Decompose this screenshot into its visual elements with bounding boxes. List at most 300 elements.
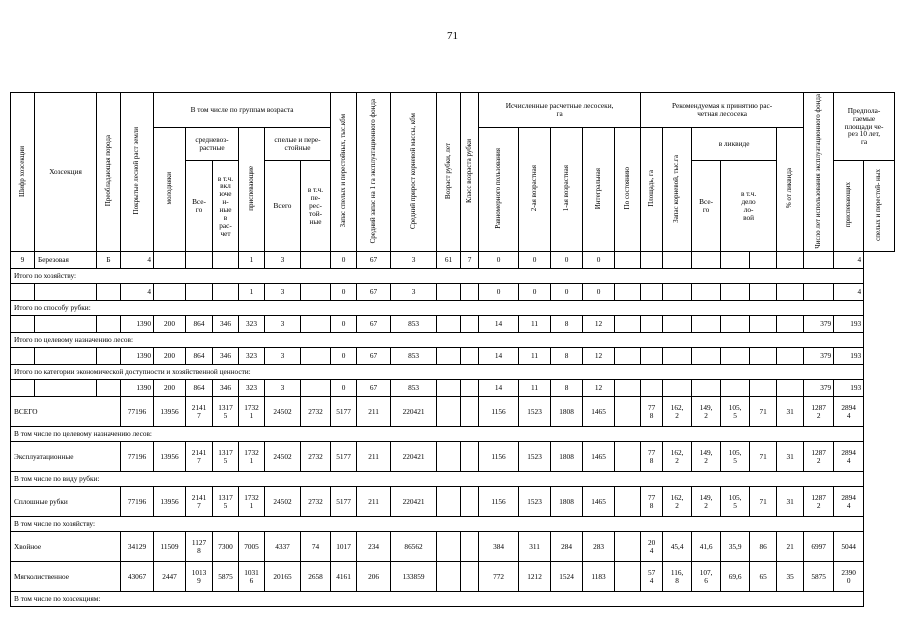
table-cell: 4161	[331, 562, 357, 592]
table-cell: 5177	[331, 487, 357, 517]
table-cell: 13956	[154, 397, 186, 427]
table-cell: 67	[357, 380, 391, 397]
table-cell	[777, 284, 804, 301]
table-cell: 1156	[479, 397, 519, 427]
table-cell	[615, 316, 641, 333]
table-cell: 0	[331, 316, 357, 333]
table-cell	[461, 562, 479, 592]
table-cell: 1732 1	[239, 442, 265, 472]
table-cell: 1013 9	[186, 562, 213, 592]
table-cell	[11, 380, 35, 397]
col-ravnom: Равномерного пользования	[479, 128, 519, 252]
table-cell: 11	[519, 380, 551, 397]
table-cell: 11	[519, 316, 551, 333]
table-cell	[750, 316, 777, 333]
table-cell: 864	[186, 316, 213, 333]
table-cell: 105, 5	[721, 487, 750, 517]
table-cell	[663, 284, 692, 301]
table-cell: 133859	[391, 562, 437, 592]
table-cell	[35, 348, 97, 365]
table-row	[11, 487, 895, 517]
table-cell	[721, 252, 750, 269]
col-pct-likvida: % от ликвида	[777, 128, 804, 252]
table-cell	[97, 284, 121, 301]
table-cell: 7	[461, 252, 479, 269]
table-cell: 1127 8	[186, 532, 213, 562]
col-prispev: приспевающие	[239, 128, 265, 252]
table-cell	[35, 380, 97, 397]
table-cell	[97, 316, 121, 333]
table-cell	[301, 284, 331, 301]
col-pereston: в т.ч. пе- рес- той- ные	[301, 161, 331, 252]
table-cell	[11, 348, 35, 365]
table-cell: 24502	[265, 442, 301, 472]
table-cell: 853	[391, 380, 437, 397]
col-shifr: Шифр хозсекции	[11, 93, 35, 252]
col-vozrast: Возраст рубки, лет	[437, 93, 461, 252]
table-cell	[663, 252, 692, 269]
table-cell: 71	[750, 397, 777, 427]
table-cell	[213, 252, 239, 269]
table-cell: 193	[834, 316, 864, 333]
table-cell: 0	[331, 252, 357, 269]
table-cell	[615, 487, 641, 517]
table-cell: 21	[777, 532, 804, 562]
table-cell: 220421	[391, 397, 437, 427]
table-cell: 162, 2	[663, 397, 692, 427]
table-cell: 9	[11, 252, 35, 269]
table-row	[11, 252, 895, 269]
table-cell	[615, 532, 641, 562]
table-cell	[692, 348, 721, 365]
section-label: Итого по хозяйству:	[11, 269, 864, 284]
table-cell: 1017	[331, 532, 357, 562]
table-cell: 3	[391, 252, 437, 269]
row-label: Хвойное	[11, 532, 121, 562]
table-cell	[154, 284, 186, 301]
table-cell	[97, 380, 121, 397]
table-cell: 0	[331, 380, 357, 397]
table-cell: 116, 8	[663, 562, 692, 592]
section-row	[11, 333, 895, 348]
table-cell: 2732	[301, 397, 331, 427]
table-cell: 77196	[121, 397, 154, 427]
table-cell: 1317 5	[213, 442, 239, 472]
table-cell: 2447	[154, 562, 186, 592]
forest-table	[10, 92, 895, 607]
table-cell: 5875	[804, 562, 834, 592]
table-cell: 200	[154, 348, 186, 365]
table-row	[11, 348, 895, 365]
table-cell	[804, 252, 834, 269]
group-ischisl: Исчисленные расчетные лесосеки, га	[479, 93, 641, 128]
table-cell	[692, 252, 721, 269]
table-cell: 2894 4	[834, 442, 864, 472]
table-cell	[11, 316, 35, 333]
col-vsego-sv: Все- го	[186, 161, 213, 252]
table-cell: 77196	[121, 487, 154, 517]
section-label: Итого по целевому назначению лесов:	[11, 333, 864, 348]
col-hozsekciya: Хозсекция	[35, 93, 97, 252]
table-cell: 8	[551, 316, 583, 333]
table-cell: 1390	[121, 380, 154, 397]
section-label: В том числе по виду рубки:	[11, 472, 864, 487]
row-label: Эксплуатационные	[11, 442, 121, 472]
table-cell: 4337	[265, 532, 301, 562]
table-cell	[615, 562, 641, 592]
section-label: Итого по категории экономической доступности и хозяйственной ценности:	[11, 365, 864, 380]
table-cell	[692, 380, 721, 397]
section-label: В том числе по целевому назначению лесов:	[11, 427, 864, 442]
table-cell: 105, 5	[721, 442, 750, 472]
table-cell: 67	[357, 348, 391, 365]
table-cell	[615, 380, 641, 397]
table-cell	[692, 284, 721, 301]
table-cell	[35, 284, 97, 301]
table-cell	[461, 442, 479, 472]
table-cell: Березовая	[35, 252, 97, 269]
table-cell	[301, 348, 331, 365]
table-cell	[615, 348, 641, 365]
table-cell: 7300	[213, 532, 239, 562]
table-row	[11, 284, 895, 301]
table-cell: 71	[750, 487, 777, 517]
table-cell: 200	[154, 380, 186, 397]
table-cell: 4	[834, 252, 864, 269]
table-cell: 20165	[265, 562, 301, 592]
table-cell: 77 8	[641, 442, 663, 472]
table-cell: 67	[357, 252, 391, 269]
table-cell: 5044	[834, 532, 864, 562]
table-cell: 3	[391, 284, 437, 301]
col-sredniy-zapas: Средний запас на 1 га эксплуатационного фонда	[357, 93, 391, 252]
table-cell: 2894 4	[834, 397, 864, 427]
col-perv-vozr: 1-ая возрастная	[551, 128, 583, 252]
table-cell: 77 8	[641, 397, 663, 427]
table-cell: 86	[750, 532, 777, 562]
table-cell: 8	[551, 380, 583, 397]
table-cell	[11, 284, 35, 301]
table-cell	[777, 252, 804, 269]
table-cell: 1031 6	[239, 562, 265, 592]
table-cell: 0	[551, 284, 583, 301]
table-cell: 14	[479, 316, 519, 333]
group-predpol: Предпола- гаемые площади че- рез 10 лет, га	[834, 93, 895, 161]
table-cell: 2141 7	[186, 442, 213, 472]
table-cell	[721, 316, 750, 333]
table-cell	[750, 380, 777, 397]
section-row	[11, 269, 895, 284]
table-cell: 283	[583, 532, 615, 562]
col-ploshad: Площадь, га	[641, 128, 663, 252]
table-cell: 24502	[265, 487, 301, 517]
col-vtor-vozr: 2-ая возрастная	[519, 128, 551, 252]
table-cell: 200	[154, 316, 186, 333]
table-cell	[461, 380, 479, 397]
table-cell	[301, 380, 331, 397]
table-cell: 1390	[121, 316, 154, 333]
table-cell: 13956	[154, 442, 186, 472]
table-cell: 1732 1	[239, 487, 265, 517]
table-cell: 67	[357, 316, 391, 333]
col-klass: Класс возраста рубки	[461, 93, 479, 252]
table-cell: 864	[186, 348, 213, 365]
table-cell	[663, 380, 692, 397]
table-cell: 71	[750, 442, 777, 472]
table-cell: 0	[331, 284, 357, 301]
table-cell	[641, 348, 663, 365]
table-cell: 0	[583, 284, 615, 301]
table-row	[11, 397, 895, 427]
table-cell: 1156	[479, 442, 519, 472]
table-cell	[213, 284, 239, 301]
table-cell: 0	[479, 252, 519, 269]
table-cell: 162, 2	[663, 487, 692, 517]
col-spel-10: спелых и перестой- ных	[864, 161, 895, 252]
table-cell: 1287 2	[804, 487, 834, 517]
table-cell: 323	[239, 316, 265, 333]
table-cell	[777, 348, 804, 365]
table-cell: 3	[265, 380, 301, 397]
table-cell: 193	[834, 380, 864, 397]
table-cell: 211	[357, 487, 391, 517]
table-cell	[750, 284, 777, 301]
table-cell	[641, 284, 663, 301]
table-cell	[437, 562, 461, 592]
table-cell: 105, 5	[721, 397, 750, 427]
table-row	[11, 380, 895, 397]
table-cell: 346	[213, 348, 239, 365]
group-srednevoz: средневоз- растные	[186, 128, 239, 161]
table-cell: 2658	[301, 562, 331, 592]
table-cell: 2894 4	[834, 487, 864, 517]
table-cell	[97, 348, 121, 365]
table-cell	[437, 380, 461, 397]
table-cell: 772	[479, 562, 519, 592]
table-cell: 379	[804, 380, 834, 397]
table-cell: 12	[583, 380, 615, 397]
col-vkl-rasch: в т.ч. вкл юче н- ные в рас- чет	[213, 161, 239, 252]
section-label: В том числе по хозсекциям:	[11, 592, 864, 607]
table-cell: 0	[519, 284, 551, 301]
group-spelye: спелые и пере- стойные	[265, 128, 331, 161]
table-cell: 1808	[551, 487, 583, 517]
table-cell: 86562	[391, 532, 437, 562]
table-cell: 206	[357, 562, 391, 592]
table-header	[11, 93, 895, 252]
table-cell: 1212	[519, 562, 551, 592]
table-cell: 3	[265, 284, 301, 301]
section-row	[11, 365, 895, 380]
table-cell: 1287 2	[804, 442, 834, 472]
table-cell	[35, 316, 97, 333]
table-cell: 1465	[583, 442, 615, 472]
table-cell: 379	[804, 316, 834, 333]
group-by-age: В том числе по группам возраста	[154, 93, 331, 128]
table-cell: 77 8	[641, 487, 663, 517]
row-label: Мягколиственное	[11, 562, 121, 592]
table-cell: 34129	[121, 532, 154, 562]
table-cell: 4	[121, 252, 154, 269]
table-cell: 1523	[519, 487, 551, 517]
table-cell: 7005	[239, 532, 265, 562]
table-cell: 346	[213, 380, 239, 397]
table-cell: 1	[239, 284, 265, 301]
table-cell: 1465	[583, 487, 615, 517]
table-cell: 3	[265, 316, 301, 333]
col-zapas-korn: Запас корневой, тыс.га	[663, 128, 692, 252]
table-cell: 5177	[331, 442, 357, 472]
table-cell	[721, 348, 750, 365]
table-cell: 234	[357, 532, 391, 562]
table-cell: 65	[750, 562, 777, 592]
table-cell: 1524	[551, 562, 583, 592]
table-body	[11, 252, 895, 607]
table-cell: 3	[265, 348, 301, 365]
table-cell: 2141 7	[186, 397, 213, 427]
table-cell: 1523	[519, 442, 551, 472]
table-cell: 35	[777, 562, 804, 592]
table-cell: 1808	[551, 397, 583, 427]
table-cell: 323	[239, 348, 265, 365]
table-cell	[186, 284, 213, 301]
col-po-sost: По состоянию	[615, 128, 641, 252]
table-cell	[692, 316, 721, 333]
table-cell: 346	[213, 316, 239, 333]
table-cell	[641, 252, 663, 269]
table-cell: 149, 2	[692, 487, 721, 517]
table-cell	[777, 316, 804, 333]
table-cell: 149, 2	[692, 442, 721, 472]
table-row	[11, 316, 895, 333]
table-cell	[437, 487, 461, 517]
table-cell: 0	[583, 252, 615, 269]
table-cell: 20 4	[641, 532, 663, 562]
table-cell: 1317 5	[213, 397, 239, 427]
table-cell: 12	[583, 348, 615, 365]
table-cell	[186, 252, 213, 269]
section-row	[11, 592, 895, 607]
table-cell	[615, 442, 641, 472]
table-cell: 41,6	[692, 532, 721, 562]
table-cell: 67	[357, 284, 391, 301]
table-cell: 31	[777, 487, 804, 517]
section-row	[11, 427, 895, 442]
table-cell: 2390 0	[834, 562, 864, 592]
table-cell: 1808	[551, 442, 583, 472]
table-cell	[721, 284, 750, 301]
table-cell	[804, 284, 834, 301]
row-label: Сплошные рубки	[11, 487, 121, 517]
table-cell: 220421	[391, 487, 437, 517]
table-cell: 853	[391, 316, 437, 333]
table-cell: 69,6	[721, 562, 750, 592]
col-chislo-let: Число лет использования эксплуатационного фонда	[804, 93, 834, 252]
col-delovoy: в т.ч. дело ло- вой	[721, 161, 777, 252]
group-v-likvide: в ликвиде	[692, 128, 777, 161]
row-label: ВСЕГО	[11, 397, 121, 427]
table-cell: 6997	[804, 532, 834, 562]
table-cell: 2141 7	[186, 487, 213, 517]
table-cell	[663, 316, 692, 333]
table-cell: 107, 6	[692, 562, 721, 592]
table-cell: Б	[97, 252, 121, 269]
col-integr: Интегральная	[583, 128, 615, 252]
table-cell	[437, 348, 461, 365]
section-row	[11, 472, 895, 487]
table-cell	[437, 316, 461, 333]
table-cell: 1732 1	[239, 397, 265, 427]
table-cell: 31	[777, 442, 804, 472]
col-sredniy-prirost: Средний прирост корневой массы, кбм	[391, 93, 437, 252]
table-cell: 2732	[301, 487, 331, 517]
col-prisp-10: приспевающих	[834, 161, 864, 252]
table-cell	[750, 252, 777, 269]
table-cell	[615, 284, 641, 301]
table-cell	[461, 397, 479, 427]
table-cell: 43067	[121, 562, 154, 592]
table-cell: 0	[331, 348, 357, 365]
table-cell	[750, 348, 777, 365]
table-cell	[615, 252, 641, 269]
table-cell: 5177	[331, 397, 357, 427]
table-cell: 853	[391, 348, 437, 365]
table-cell: 11509	[154, 532, 186, 562]
table-cell: 0	[551, 252, 583, 269]
table-cell	[461, 487, 479, 517]
table-cell	[641, 380, 663, 397]
table-cell: 14	[479, 380, 519, 397]
col-porod: Преобладающая порода	[97, 93, 121, 252]
table-cell: 74	[301, 532, 331, 562]
table-cell	[437, 442, 461, 472]
table-cell: 35,9	[721, 532, 750, 562]
table-cell: 162, 2	[663, 442, 692, 472]
table-cell: 1183	[583, 562, 615, 592]
table-cell: 1390	[121, 348, 154, 365]
section-row	[11, 301, 895, 316]
table-cell	[437, 397, 461, 427]
page-number: 71	[447, 30, 458, 42]
table-cell	[461, 348, 479, 365]
table-cell: 1317 5	[213, 487, 239, 517]
section-label: Итого по способу рубки:	[11, 301, 864, 316]
table-cell: 2732	[301, 442, 331, 472]
table-cell: 31	[777, 397, 804, 427]
col-vsego-l: Все- го	[692, 161, 721, 252]
table-cell: 211	[357, 442, 391, 472]
table-cell	[461, 284, 479, 301]
table-cell: 11	[519, 348, 551, 365]
table-cell: 149, 2	[692, 397, 721, 427]
table-row	[11, 562, 895, 592]
table-cell: 193	[834, 348, 864, 365]
table-cell: 1465	[583, 397, 615, 427]
table-cell: 1	[239, 252, 265, 269]
table-cell	[777, 380, 804, 397]
table-cell: 24502	[265, 397, 301, 427]
table-cell: 45,4	[663, 532, 692, 562]
table-cell: 864	[186, 380, 213, 397]
table-row	[11, 442, 895, 472]
table-cell	[663, 348, 692, 365]
table-cell: 211	[357, 397, 391, 427]
table-cell	[615, 397, 641, 427]
table-cell: 4	[834, 284, 864, 301]
table-cell: 77196	[121, 442, 154, 472]
table-row	[11, 532, 895, 562]
table-cell: 1523	[519, 397, 551, 427]
